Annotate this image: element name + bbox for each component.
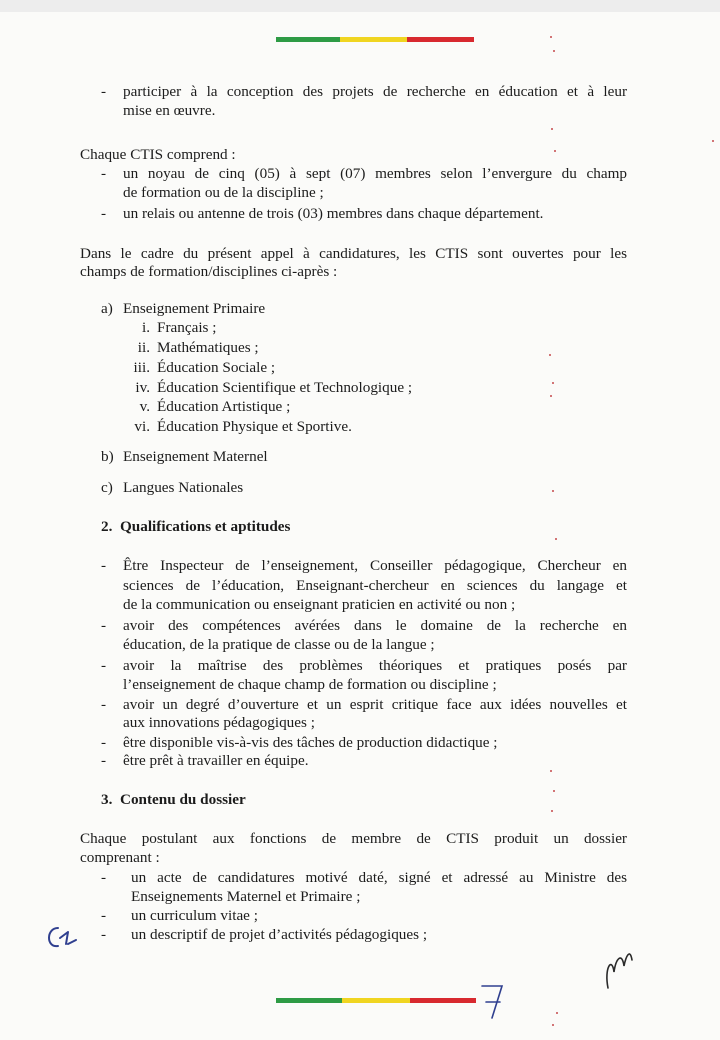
list-bullet: - (101, 83, 107, 100)
text-line: avoir la maîtrise des problèmes théoriques et pratiques posés par (123, 657, 627, 674)
sub-list-label: Mathématiques ; (157, 339, 259, 356)
list-bullet: - (101, 617, 107, 634)
list-bullet: - (101, 205, 107, 222)
text-line: champs de formation/disciplines ci-après : (80, 263, 338, 280)
sub-list-number: vi. (134, 418, 150, 435)
sub-list-label: Éducation Artistique ; (157, 398, 291, 415)
flag-band-bottom (276, 998, 476, 1003)
text-line: aux innovations pédagogiques ; (123, 714, 315, 731)
text-line: être disponible vis-à-vis des tâches de production didactique ; (123, 734, 498, 751)
text-line: de formation ou de la discipline ; (123, 184, 324, 201)
stamp-speck (712, 140, 714, 142)
text-line: de la communication ou enseignant praticien en activité ou non ; (123, 596, 516, 613)
handwritten-mark (38, 922, 88, 956)
stamp-speck (552, 382, 554, 384)
text-line: être prêt à travailler en équipe. (123, 752, 309, 769)
text-line: un noyau de cinq (05) à sept (07) membres selon l’envergure du champ (123, 165, 627, 182)
field-label: Langues Nationales (123, 479, 244, 496)
list-marker: c) (101, 479, 113, 496)
text-line: un descriptif de projet d’activités pédagogiques ; (131, 926, 428, 943)
sub-list-label: Éducation Sociale ; (157, 359, 276, 376)
paragraph-intro: Chaque CTIS comprend : (80, 146, 236, 163)
section-heading: 2. Qualifications et aptitudes (101, 518, 291, 535)
text-line: sciences de l’éducation, Enseignant-chercheur en sciences du langage et (123, 577, 627, 594)
list-bullet: - (101, 696, 107, 713)
text-line: un curriculum vitae ; (131, 907, 258, 924)
text-line: un acte de candidatures motivé daté, signé et adressé au Ministre des (131, 869, 627, 886)
text-line: éducation, de la pratique de classe ou de la langue ; (123, 636, 435, 653)
text-line: comprenant : (80, 849, 160, 866)
sub-list-number: v. (139, 398, 150, 415)
stamp-speck (550, 36, 552, 38)
flag-band-top (276, 37, 474, 42)
text-line: un relais ou antenne de trois (03) membres dans chaque département. (123, 205, 544, 222)
text-line: Enseignements Maternel et Primaire ; (131, 888, 361, 905)
list-bullet: - (101, 734, 107, 751)
sub-list-number: iv. (135, 379, 150, 396)
sub-list-number: ii. (137, 339, 150, 356)
text-line: avoir des compétences avérées dans le domaine de la recherche en (123, 617, 627, 634)
text-line: l’enseignement de chaque champ de formation ou discipline ; (123, 676, 497, 693)
stamp-speck (556, 1012, 558, 1014)
stamp-speck (553, 790, 555, 792)
list-marker: b) (101, 448, 114, 465)
stamp-speck (554, 150, 556, 152)
sub-list-label: Éducation Physique et Sportive. (157, 418, 352, 435)
stamp-speck (550, 770, 552, 772)
text-line: mise en œuvre. (123, 102, 216, 119)
stamp-speck (551, 128, 553, 130)
stamp-speck (552, 1024, 554, 1026)
handwritten-initials (598, 938, 638, 994)
sub-list-number: iii. (133, 359, 150, 376)
sub-list-number: i. (141, 319, 150, 336)
list-bullet: - (101, 926, 107, 943)
list-bullet: - (101, 869, 107, 886)
field-label: Enseignement Maternel (123, 448, 268, 465)
text-line: Chaque postulant aux fonctions de membre de CTIS produit un dossier (80, 830, 627, 847)
stamp-speck (549, 354, 551, 356)
list-bullet: - (101, 165, 107, 182)
list-marker: a) (101, 300, 113, 317)
text-line: Être Inspecteur de l’enseignement, Conseiller pédagogique, Chercheur en (123, 557, 627, 574)
stamp-speck (553, 50, 555, 52)
list-bullet: - (101, 907, 107, 924)
stamp-speck (551, 810, 553, 812)
list-bullet: - (101, 752, 107, 769)
stamp-speck (552, 490, 554, 492)
scan-top-edge (0, 0, 720, 12)
list-bullet: - (101, 657, 107, 674)
sub-list-label: Éducation Scientifique et Technologique ; (157, 379, 413, 396)
text-line: avoir un degré d’ouverture et un esprit critique face aux idées nouvelles et (123, 696, 627, 713)
stamp-speck (550, 395, 552, 397)
text-line: participer à la conception des projets de recherche en éducation et à leur (123, 83, 627, 100)
handwritten-page-number (474, 980, 514, 1024)
text-line: Dans le cadre du présent appel à candidatures, les CTIS sont ouvertes pour les (80, 245, 627, 262)
field-label: Enseignement Primaire (123, 300, 266, 317)
sub-list-label: Français ; (157, 319, 217, 336)
stamp-speck (555, 538, 557, 540)
section-heading: 3. Contenu du dossier (101, 791, 246, 808)
list-bullet: - (101, 557, 107, 574)
